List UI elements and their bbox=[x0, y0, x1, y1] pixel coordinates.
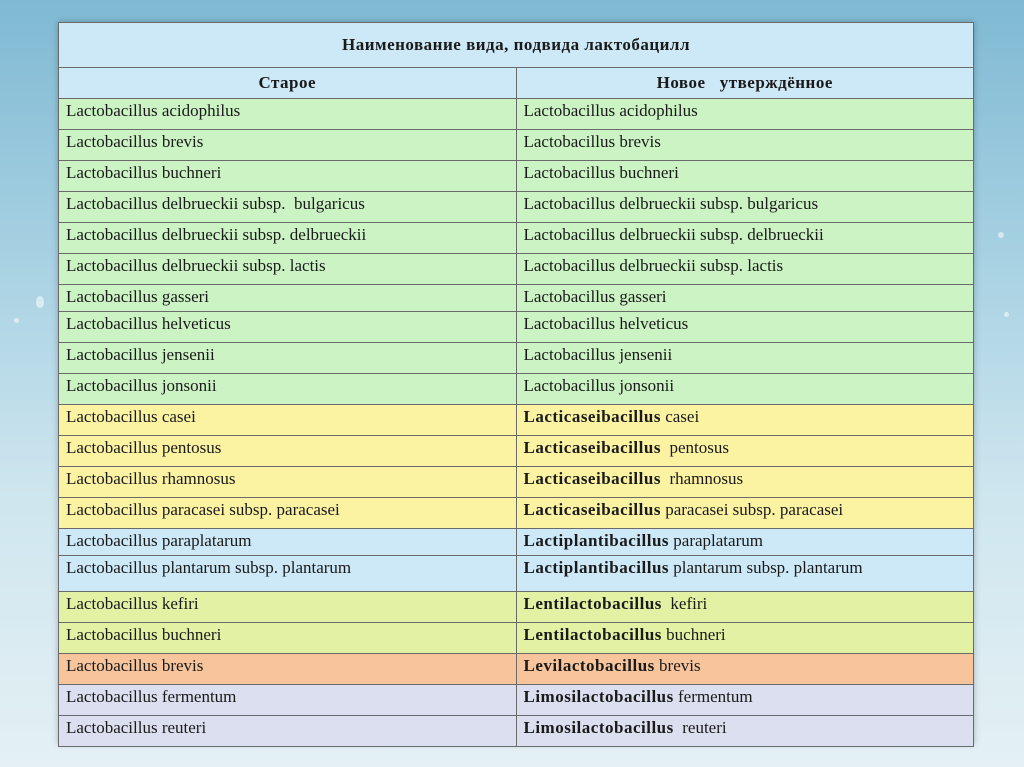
new-name-cell bbox=[516, 467, 974, 498]
old-name-cell: Lactobacillus paracasei subsp. paracasei bbox=[59, 498, 517, 529]
new-name-cell bbox=[516, 130, 974, 161]
old-name-cell: Lactobacillus fermentum bbox=[59, 685, 517, 716]
new-species-name: Lactobacillus jensenii bbox=[523, 345, 673, 364]
new-species-name: reuteri bbox=[673, 718, 727, 737]
old-name-cell: Lactobacillus delbrueckii subsp. lactis bbox=[59, 254, 517, 285]
new-species-name: Lactobacillus helveticus bbox=[523, 314, 689, 333]
new-name-cell bbox=[516, 99, 974, 130]
new-name-cell bbox=[516, 498, 974, 529]
old-name-cell: Lactobacillus kefiri bbox=[59, 592, 517, 623]
table-row bbox=[59, 223, 974, 254]
old-name-cell: Lactobacillus brevis bbox=[59, 130, 517, 161]
new-genus-name: Lacticaseibacillus bbox=[523, 438, 661, 457]
table-row bbox=[59, 343, 974, 374]
table-row bbox=[59, 654, 974, 685]
new-name-cell bbox=[516, 556, 974, 592]
table-row bbox=[59, 529, 974, 556]
new-species-name: fermentum bbox=[673, 687, 753, 706]
new-name-cell bbox=[516, 529, 974, 556]
background-droplet bbox=[998, 232, 1004, 238]
new-species-name: Lactobacillus gasseri bbox=[523, 287, 667, 306]
new-genus-name: Lentilactobacillus bbox=[523, 594, 662, 613]
old-name-cell: Lactobacillus brevis bbox=[59, 654, 517, 685]
new-name-cell bbox=[516, 254, 974, 285]
new-species-name: Lactobacillus delbrueckii subsp. lactis bbox=[523, 256, 784, 275]
column-header-old: Старое bbox=[59, 68, 517, 99]
new-name-cell bbox=[516, 161, 974, 192]
new-species-name: Lactobacillus delbrueckii subsp. bulgaricus bbox=[523, 194, 819, 213]
old-name-cell: Lactobacillus buchneri bbox=[59, 623, 517, 654]
new-species-name: Lactobacillus brevis bbox=[523, 132, 661, 151]
new-name-cell bbox=[516, 592, 974, 623]
old-name-cell: Lactobacillus reuteri bbox=[59, 716, 517, 747]
table-row bbox=[59, 161, 974, 192]
table-row bbox=[59, 623, 974, 654]
table-row bbox=[59, 285, 974, 312]
slide-content-frame bbox=[58, 22, 974, 744]
old-name-cell: Lactobacillus buchneri bbox=[59, 161, 517, 192]
old-name-cell: Lactobacillus rhamnosus bbox=[59, 467, 517, 498]
new-name-cell bbox=[516, 716, 974, 747]
new-genus-name: Lacticaseibacillus bbox=[523, 469, 661, 488]
old-name-cell: Lactobacillus plantarum subsp. plantarum bbox=[59, 556, 517, 592]
new-genus-name: Lactiplantibacillus bbox=[523, 558, 670, 577]
table-row bbox=[59, 685, 974, 716]
table-row bbox=[59, 312, 974, 343]
new-species-name: buchneri bbox=[661, 625, 726, 644]
old-name-cell: Lactobacillus delbrueckii subsp. delbrueckii bbox=[59, 223, 517, 254]
new-genus-name: Limosilactobacillus bbox=[523, 687, 674, 706]
new-name-cell bbox=[516, 343, 974, 374]
lactobacilli-naming-table bbox=[58, 22, 974, 747]
table-row bbox=[59, 192, 974, 223]
new-name-cell bbox=[516, 223, 974, 254]
table-row bbox=[59, 99, 974, 130]
table-body bbox=[59, 99, 974, 747]
table-row bbox=[59, 130, 974, 161]
new-species-name: Lactobacillus buchneri bbox=[523, 163, 679, 182]
old-name-cell: Lactobacillus acidophilus bbox=[59, 99, 517, 130]
table-row bbox=[59, 405, 974, 436]
new-name-cell bbox=[516, 623, 974, 654]
old-name-cell: Lactobacillus jensenii bbox=[59, 343, 517, 374]
old-name-cell: Lactobacillus helveticus bbox=[59, 312, 517, 343]
new-species-name: rhamnosus bbox=[660, 469, 744, 488]
new-name-cell bbox=[516, 374, 974, 405]
new-genus-name: Levilactobacillus bbox=[523, 656, 655, 675]
background-droplet bbox=[1004, 312, 1009, 317]
table-row bbox=[59, 498, 974, 529]
new-genus-name: Lacticaseibacillus bbox=[523, 407, 661, 426]
column-header-new: Новое утверждённое bbox=[516, 68, 974, 99]
new-name-cell bbox=[516, 312, 974, 343]
new-name-cell bbox=[516, 285, 974, 312]
new-species-name: pentosus bbox=[660, 438, 729, 457]
new-genus-name: Lactiplantibacillus bbox=[523, 531, 670, 550]
table-row bbox=[59, 436, 974, 467]
new-name-cell bbox=[516, 192, 974, 223]
table-row bbox=[59, 716, 974, 747]
table-row bbox=[59, 254, 974, 285]
old-name-cell: Lactobacillus gasseri bbox=[59, 285, 517, 312]
table-row bbox=[59, 374, 974, 405]
new-species-name: kefiri bbox=[661, 594, 708, 613]
background-droplet bbox=[14, 318, 19, 323]
new-genus-name: Lentilactobacillus bbox=[523, 625, 662, 644]
new-species-name: brevis bbox=[654, 656, 701, 675]
new-species-name: Lactobacillus delbrueckii subsp. delbrueckii bbox=[523, 225, 824, 244]
table-title: Наименование вида, подвида лактобацилл bbox=[59, 23, 974, 68]
table-row bbox=[59, 467, 974, 498]
old-name-cell: Lactobacillus pentosus bbox=[59, 436, 517, 467]
new-name-cell bbox=[516, 685, 974, 716]
background-droplet bbox=[36, 296, 44, 308]
new-genus-name: Limosilactobacillus bbox=[523, 718, 674, 737]
old-name-cell: Lactobacillus jonsonii bbox=[59, 374, 517, 405]
new-species-name: paraplatarum bbox=[669, 531, 763, 550]
table-row bbox=[59, 592, 974, 623]
old-name-cell: Lactobacillus delbrueckii subsp. bulgaricus bbox=[59, 192, 517, 223]
old-name-cell: Lactobacillus paraplatarum bbox=[59, 529, 517, 556]
table-row bbox=[59, 556, 974, 592]
new-species-name: casei bbox=[660, 407, 700, 426]
new-name-cell bbox=[516, 654, 974, 685]
new-species-name: Lactobacillus acidophilus bbox=[523, 101, 698, 120]
old-name-cell: Lactobacillus casei bbox=[59, 405, 517, 436]
new-name-cell bbox=[516, 436, 974, 467]
new-name-cell bbox=[516, 405, 974, 436]
new-species-name: plantarum subsp. plantarum bbox=[669, 558, 863, 577]
new-genus-name: Lacticaseibacillus bbox=[523, 500, 661, 519]
new-species-name: Lactobacillus jonsonii bbox=[523, 376, 675, 395]
new-species-name: paracasei subsp. paracasei bbox=[660, 500, 844, 519]
